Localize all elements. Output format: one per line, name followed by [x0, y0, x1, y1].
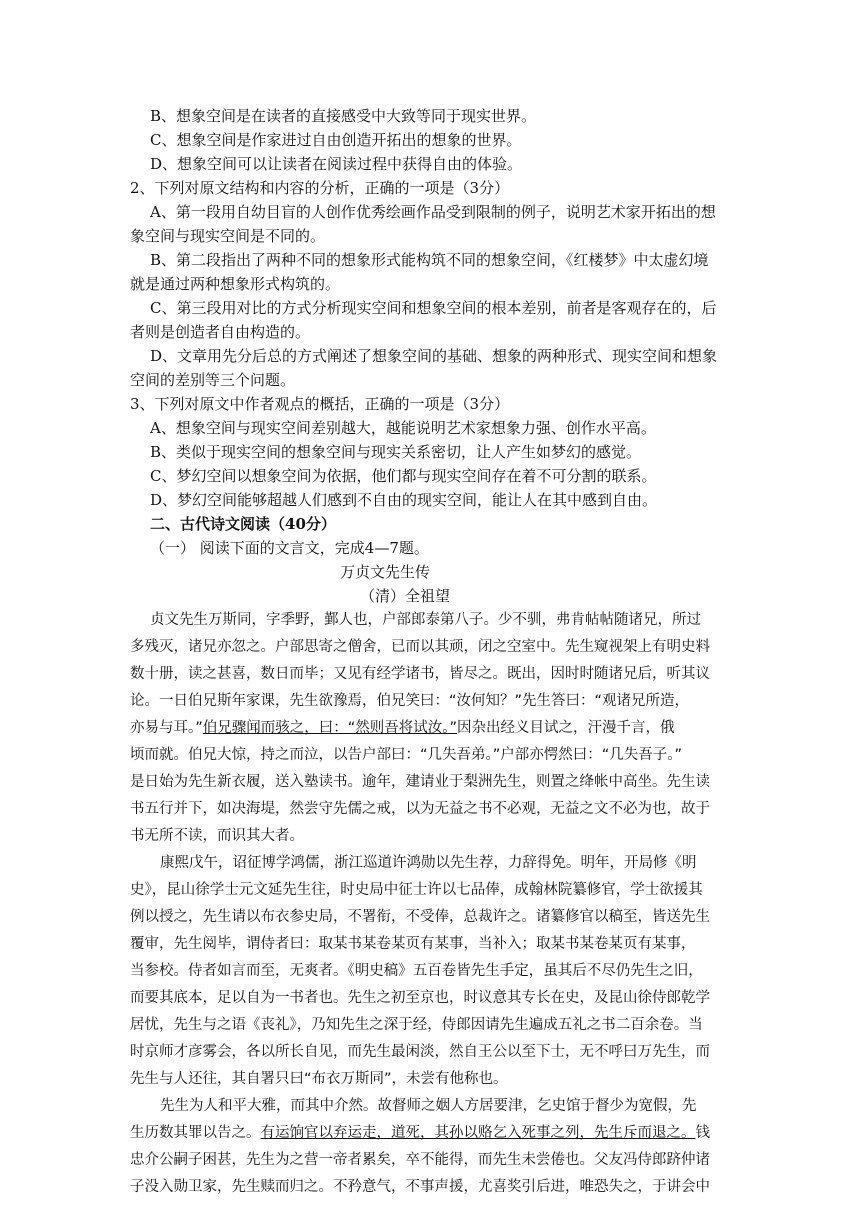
q3-stem: 3、下列对原文中作者观点的概括，正确的一项是（3分）	[130, 395, 510, 413]
section-subheading: （一） 阅读下面的文言文，完成4—7题。	[150, 539, 429, 557]
q2-option-a-line1: A、第一段用自幼目盲的人创作优秀绘画作品受到限制的例子，说明艺术家开拓出的想	[150, 203, 716, 221]
passage-line: 先生与人还往，其自署只曰“布衣万斯同”，未尝有他称也。	[130, 1071, 508, 1087]
q1-option-b: B、想象空间是在读者的直接感受中大致等同于现实世界。	[150, 107, 537, 125]
passage-line: 居忧，先生与之语《丧礼》，乃知先生之深于经，侍郎因请先生遍成五礼之书二百余卷。当	[130, 1017, 703, 1033]
underlined-sentence: 有运饷官以弃运走，道死，其孙以赂乞入死事之列，先生斥而退之。	[260, 1125, 696, 1141]
passage-line: 数十册，读之甚喜，数日而毕；又见有经学诸书，皆尽之。既出，因时时随诸兄后，听其议	[130, 666, 710, 682]
passage-line: 时京师才彦雾会，各以所长自见，而先生最闲淡，然自王公以至下士，无不呼曰万先生，而	[130, 1044, 710, 1060]
passage-line	[130, 1123, 710, 1143]
passage-text: 生历数其罪以告之。	[130, 1125, 261, 1141]
q3-option-b: B、类似于现实空间的想象空间与现实关系密切，让人产生如梦幻的感觉。	[150, 443, 642, 461]
passage-line	[130, 718, 675, 738]
passage-line: 论。一日伯兄斯年家课，先生欲豫焉，伯兄笑曰：“汝何知？”先生答曰：“观诸兄所造，	[130, 693, 690, 709]
passage-line: 多残灭，诸兄亦忽之。户部思寄之僧舍，已而以其顽，闭之空室中。先生窥视架上有明史料	[130, 639, 710, 655]
q3-option-d: D、梦幻空间能够超越人们感到不自由的现实空间，能让人在其中感到自由。	[150, 491, 658, 509]
q2-option-b-line1: B、第二段指出了两种不同的想象形式能构筑不同的想象空间，《红楼梦》中太虚幻境	[150, 251, 709, 269]
q2-option-d-line2: 空间的差别等三个问题。	[130, 371, 296, 389]
passage-text: 钱	[695, 1125, 710, 1141]
passage-line: 贞文先生万斯同，字季野，鄞人也，户部郎泰第八子。少不驯，弗肯帖帖随诸兄，所过	[150, 612, 701, 628]
passage-title: 万贞文先生传	[340, 563, 431, 581]
underlined-sentence: 伯兄骤闻而骇之，曰：“然则吾将试汝。”	[202, 720, 458, 736]
passage-text: 因杂出经义目试之，汗漫千言，俄	[457, 720, 675, 736]
passage-line: 史》，昆山徐学士元文延先生往，时史局中征士许以七品俸，成翰林院纂修官，学士欲援其	[130, 882, 703, 898]
q3-option-a: A、想象空间与现实空间差别越大，越能说明艺术家想象力强、创作水平高。	[150, 419, 656, 437]
passage-line: 书五行并下，如决海堤，然尝守先儒之戒，以为无益之书不必观，无益之文不必为也，故于	[130, 801, 710, 817]
passage-line: 子没入勋卫家，先生赎而归之。不矜意气，不事声援，尤喜奖引后进，唯恐失之，于讲会中	[130, 1179, 710, 1195]
q2-option-a-line2: 象空间与现实空间是不同的。	[130, 227, 326, 245]
q2-option-c-line1: C、第三段用对比的方式分析现实空间和想象空间的根本差别，前者是客观存在的，后	[150, 299, 717, 317]
q1-option-d: D、想象空间可以让读者在阅读过程中获得自由的体验。	[150, 155, 523, 173]
q2-option-c-line2: 者则是创造者自由构造的。	[130, 323, 311, 341]
q2-stem: 2、下列对原文结构和内容的分析，正确的一项是（3分）	[130, 179, 510, 197]
passage-line: 是日始为先生新衣履，送入塾读书。逾年，建请业于梨洲先生，则置之绛帐中高坐。先生读	[130, 774, 710, 790]
passage-line: 当参校。侍者如言而至，无爽者。《明史稿》五百卷皆先生手定，虽其后不尽仍先生之旧，	[130, 963, 703, 979]
q2-option-b-line2: 就是通过两种想象形式构筑的。	[130, 275, 341, 293]
passage-line: 而要其底本，足以自为一书者也。先生之初至京也，时议意其专长在史，及昆山徐侍郎乾学	[130, 990, 710, 1006]
q2-option-d-line1: D、文章用先分后总的方式阐述了想象空间的基础、想象的两种形式、现实空间和想象	[150, 347, 718, 365]
q3-option-c: C、梦幻空间以想象空间为依据，他们都与现实空间存在着不可分割的联系。	[150, 467, 657, 485]
passage-line: 康熙戊午，诏征博学鸿儒，浙江巡道许鸿勋以先生荐，力辞得免。明年，开局修《明	[160, 855, 697, 871]
q1-option-c: C、想象空间是作家进过自由创造开拓出的想象的世界。	[150, 131, 522, 149]
section-heading: 二、古代诗文阅读（40分）	[150, 515, 336, 533]
passage-line: 例以授之，先生请以布衣参史局，不署衔，不受俸，总裁许之。诸纂修官以稿至，皆送先生	[130, 909, 710, 925]
passage-text: 亦易与耳。”	[130, 720, 203, 736]
passage-line: 忠介公嗣子困甚，先生为之营一帝者累矣，卒不能得，而先生未尝倦也。父友冯侍郎跻仲诸	[130, 1152, 710, 1168]
passage-line: 顷而就。伯兄大惊，持之而泣，以告户部曰：“几失吾弟。”户部亦愕然曰：“几失吾子。”	[130, 747, 683, 763]
passage-author: （清）全祖望	[360, 587, 451, 605]
passage-line: 书无所不读，而识其大者。	[130, 828, 304, 844]
passage-line: 先生为人和平大雅，而其中介然。故督师之姻人方居要津，乞史馆于督少为宽假，先	[160, 1098, 697, 1114]
passage-line: 覆审，先生阅毕，谓侍者曰：取某书某卷某页有某事，当补入；取某书某卷某页有某事，	[130, 936, 696, 952]
